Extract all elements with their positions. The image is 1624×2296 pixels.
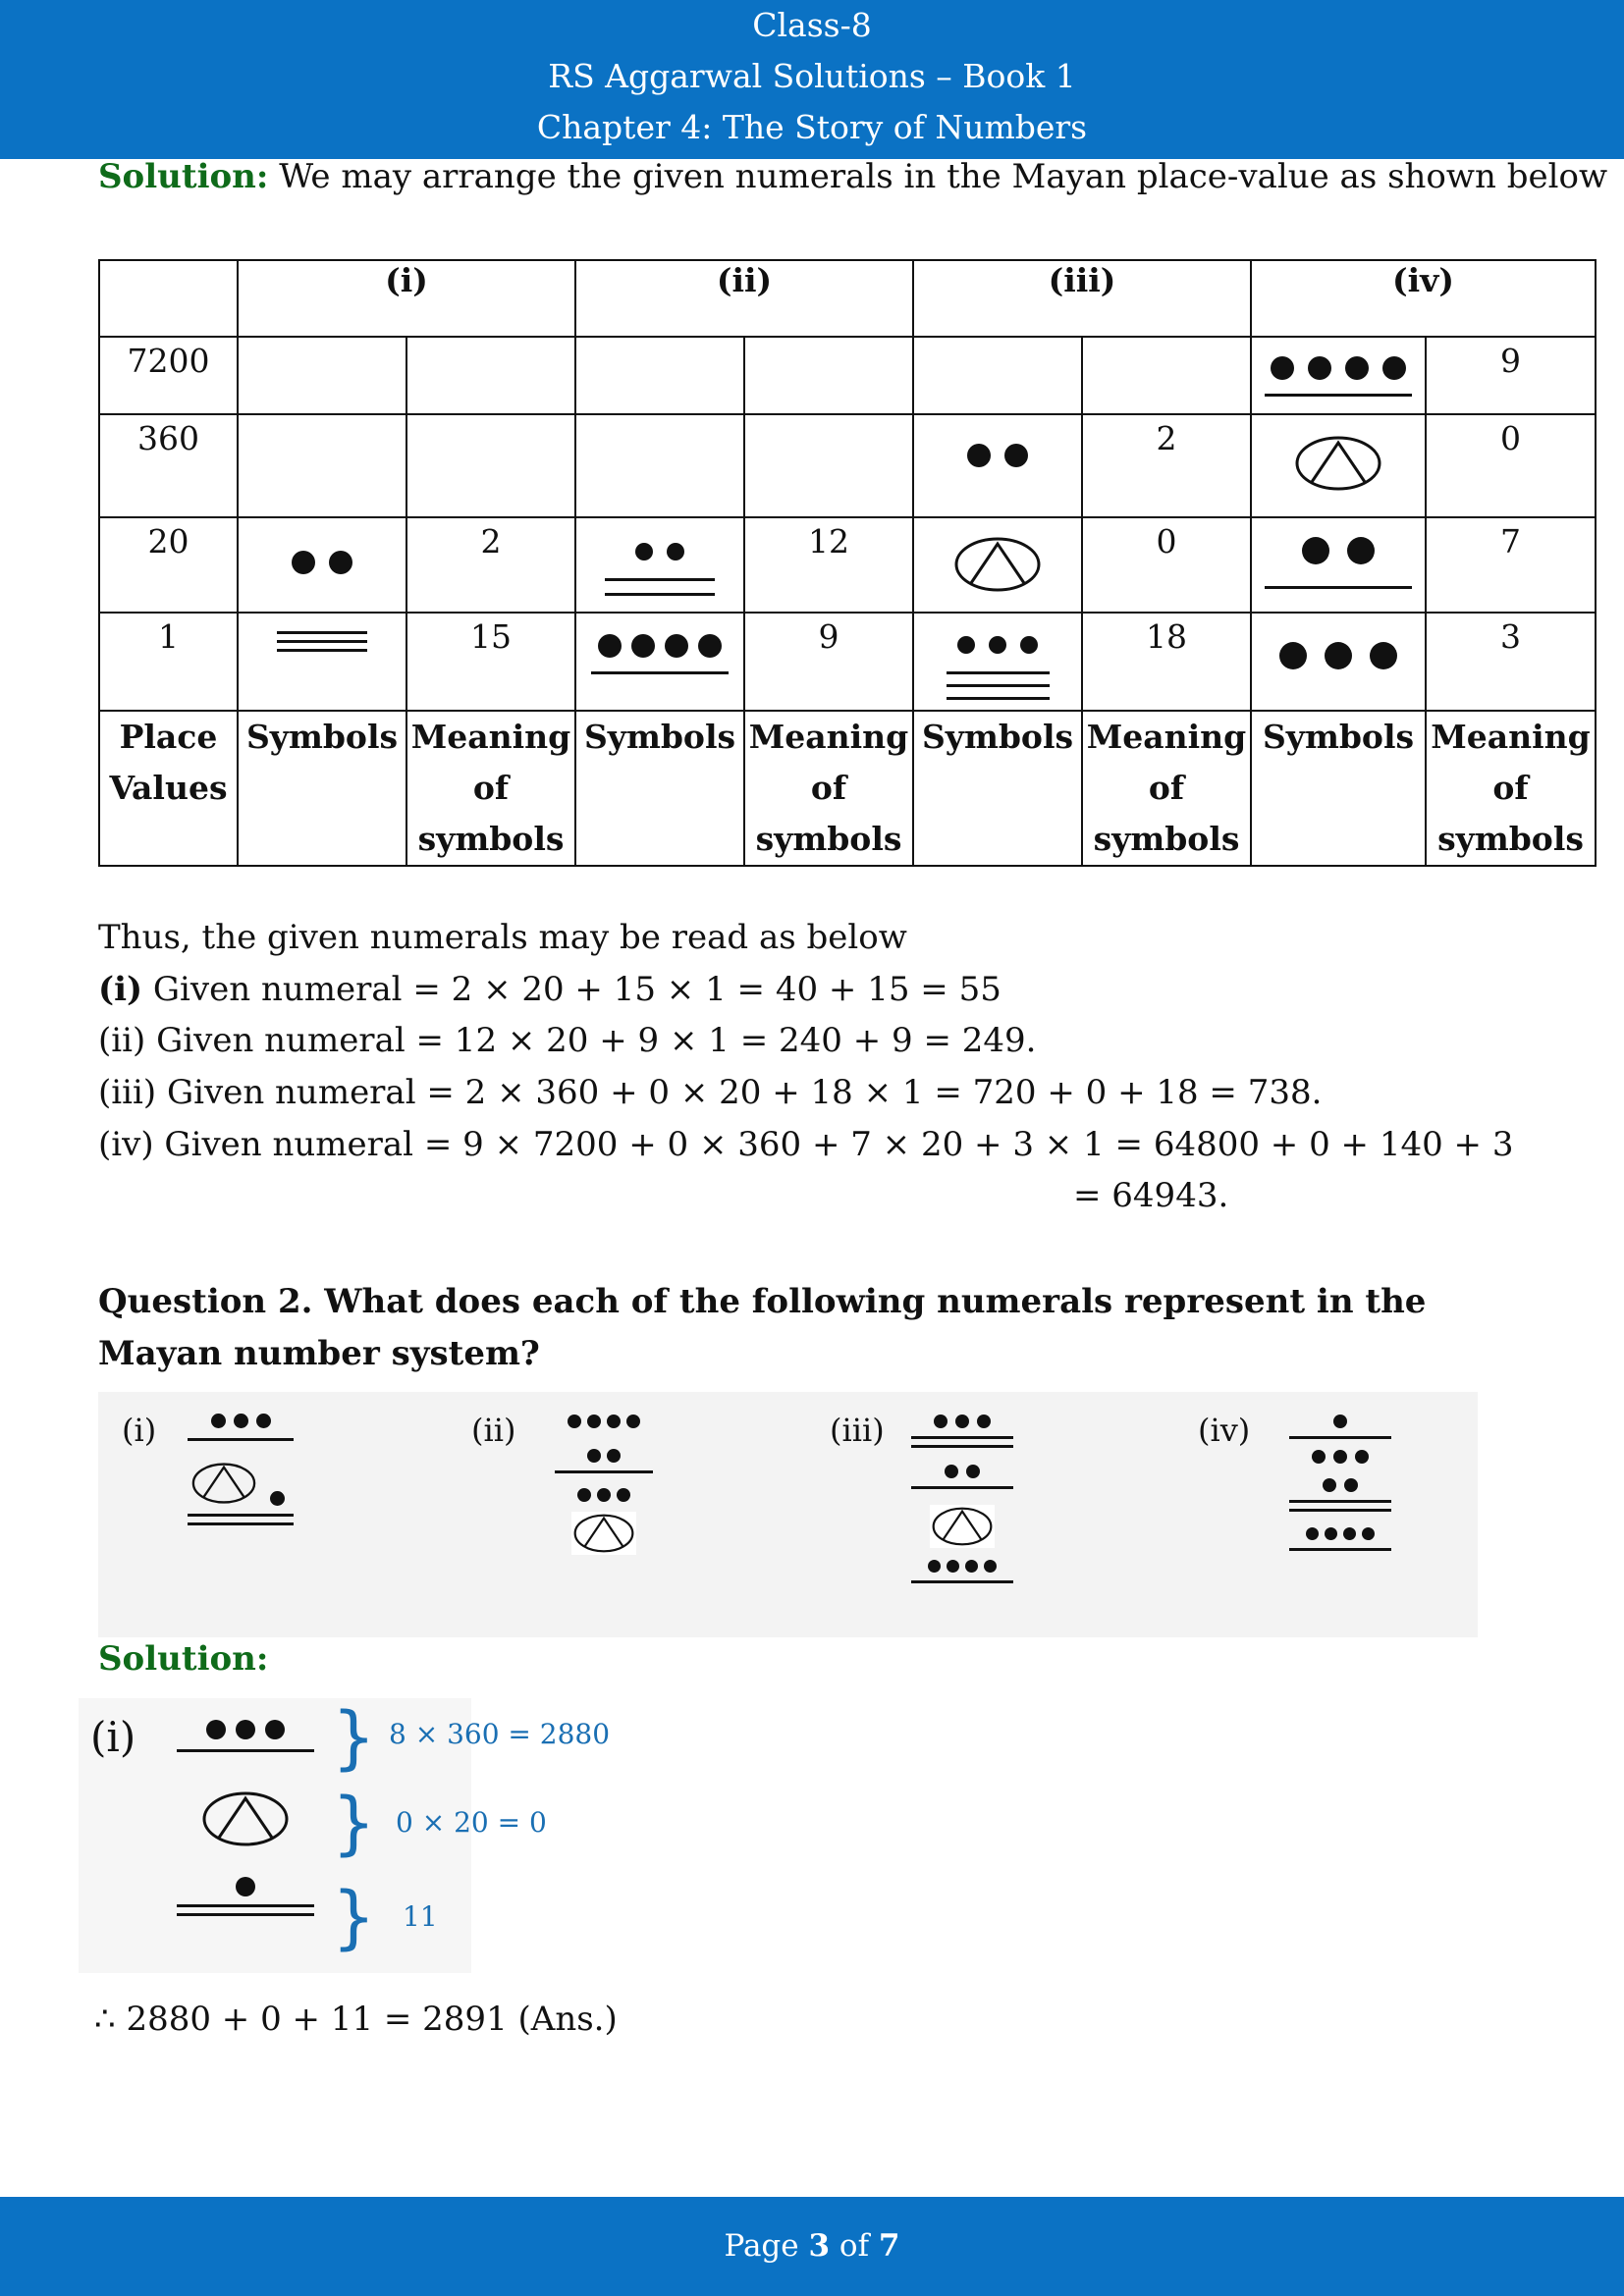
symbol-cell: [575, 337, 744, 414]
mayan-two-dots-bar: [1252, 534, 1425, 589]
brace-icon: }: [332, 1697, 376, 1778]
mayan-three-dots: [1252, 639, 1425, 677]
table-row: [99, 517, 1596, 613]
symbol-cell: [913, 613, 1082, 711]
page-total: 7: [878, 2228, 900, 2264]
numeral-iv: [1286, 1414, 1394, 1557]
symbols-label: Symbols: [575, 711, 744, 866]
meaning-cell: 2: [1082, 414, 1251, 517]
reading-intro: Thus, the given numerals may be read as below: [98, 918, 907, 957]
solution-intro: [98, 157, 1607, 196]
meaning-cell: 12: [744, 517, 913, 613]
mayan-four-dots-bar: [576, 627, 743, 674]
reading-line-iv: (iv) Given numeral = 9 × 7200 + 0 × 360 + 7 × 20 + 3 × 1 = 64800 + 0 + 140 + 3: [98, 1125, 1514, 1164]
mayan-two-dots: [914, 437, 1081, 475]
symbol-cell: [913, 337, 1082, 414]
page-footer: [0, 2197, 1624, 2296]
mayan-four-dots-bar: [1252, 349, 1425, 397]
table-row: [99, 337, 1596, 414]
meaning-cell: 0: [1082, 517, 1251, 613]
reading-line-ii: (ii) Given numeral = 12 × 20 + 9 × 1 = 240 + 9 = 249.: [98, 1021, 1037, 1060]
corner-cell: [99, 260, 238, 337]
meaning-cell: 0: [1426, 414, 1596, 517]
symbol-cell: [913, 517, 1082, 613]
solution-label: Solution:: [98, 157, 269, 196]
solution-result: ∴ 2880 + 0 + 11 = 2891 (Ans.): [94, 2000, 618, 2039]
symbol-cell: [913, 414, 1082, 517]
brace-icon: }: [332, 1783, 376, 1863]
solution-step-1: 8 × 360 = 2880: [389, 1718, 611, 1750]
reading-line-i: [98, 970, 1001, 1009]
numeral-ii: [550, 1414, 658, 1559]
meaning-cell: 3: [1426, 613, 1596, 711]
page-prefix: Page: [724, 2228, 809, 2264]
table-label-row: [99, 711, 1596, 866]
mayan-shell-zero-icon: [1294, 435, 1382, 492]
meaning-label: Meaning of symbols: [744, 711, 913, 866]
symbol-cell: [1251, 613, 1426, 711]
reading-i-text: Given numeral = 2 × 20 + 15 × 1 = 40 + 15 = 55: [142, 970, 1001, 1009]
figure-label: (iii): [830, 1412, 885, 1449]
meaning-cell: 2: [406, 517, 575, 613]
group-header-row: [99, 260, 1596, 337]
symbol-cell: [575, 414, 744, 517]
chapter-title: Chapter 4: The Story of Numbers: [536, 108, 1088, 146]
meaning-label: Meaning of symbols: [1082, 711, 1251, 866]
symbol-cell: [238, 337, 406, 414]
meaning-cell: 7: [1426, 517, 1596, 613]
place-value-cell: 7200: [99, 337, 238, 414]
mayan-two-dots-two-bars: [576, 530, 743, 596]
place-values-label: Place Values: [99, 711, 238, 866]
meaning-label: Meaning of symbols: [1426, 711, 1596, 866]
solution-item-label: (i): [90, 1713, 136, 1761]
mayan-shell-zero-icon: [189, 1461, 258, 1506]
solution-text: We may arrange the given numerals in the Mayan place-value as shown below: [268, 157, 1608, 196]
page-middle: of: [830, 2228, 879, 2264]
table-row: [99, 613, 1596, 711]
symbol-cell: [238, 613, 406, 711]
symbols-label: Symbols: [1251, 711, 1426, 866]
solution-numeral-top: [177, 1720, 314, 1758]
meaning-cell: 9: [744, 613, 913, 711]
symbol-cell: [1251, 414, 1426, 517]
group-header: (ii): [575, 260, 913, 337]
table-row: [99, 414, 1596, 517]
mayan-three-dots-three-bars: [914, 623, 1081, 700]
mayan-shell-zero-icon: [930, 1505, 995, 1548]
symbol-cell: [1251, 337, 1426, 414]
figure-label: (i): [122, 1412, 157, 1449]
group-header: (i): [238, 260, 575, 337]
solution-step-3: 11: [403, 1900, 438, 1933]
symbol-cell: [575, 517, 744, 613]
symbol-cell: [1251, 517, 1426, 613]
meaning-cell: [744, 337, 913, 414]
symbols-label: Symbols: [238, 711, 406, 866]
group-header: (iii): [913, 260, 1251, 337]
symbol-cell: [238, 414, 406, 517]
place-value-cell: 360: [99, 414, 238, 517]
reading-i-label: (i): [98, 970, 143, 1009]
symbol-cell: [575, 613, 744, 711]
mayan-two-dots: [239, 544, 406, 582]
solution-numeral-bottom: [177, 1877, 314, 1922]
question-2: Question 2. What does each of the following numerals represent in the Mayan number system?: [98, 1282, 1427, 1373]
brace-icon: }: [332, 1877, 376, 1957]
page-header: [0, 0, 1624, 159]
symbols-label: Symbols: [913, 711, 1082, 866]
meaning-cell: 15: [406, 613, 575, 711]
mayan-shell-zero-icon: [571, 1512, 636, 1555]
solution-2-label: Solution:: [98, 1639, 269, 1679]
symbol-cell: [238, 517, 406, 613]
reading-line-iii: (iii) Given numeral = 2 × 360 + 0 × 20 + 18 × 1 = 720 + 0 + 18 = 738.: [98, 1073, 1323, 1112]
place-value-cell: 20: [99, 517, 238, 613]
group-header: (iv): [1251, 260, 1596, 337]
mayan-shell-zero-icon: [953, 536, 1042, 593]
page-current: 3: [808, 2228, 831, 2264]
reading-line-iv-result: = 64943.: [1073, 1176, 1229, 1215]
solution-step-2: 0 × 20 = 0: [396, 1806, 547, 1839]
mayan-shell-zero-icon: [201, 1790, 290, 1847]
question-figure: [98, 1392, 1478, 1637]
meaning-cell: [406, 337, 575, 414]
meaning-cell: 9: [1426, 337, 1596, 414]
figure-label: (iv): [1198, 1412, 1251, 1449]
figure-label: (ii): [471, 1412, 516, 1449]
place-value-cell: 1: [99, 613, 238, 711]
class-title: Class-8: [752, 6, 872, 44]
book-title: RS Aggarwal Solutions – Book 1: [548, 57, 1076, 95]
numeral-i: [187, 1414, 295, 1531]
numeral-iii: [908, 1414, 1016, 1589]
meaning-cell: 18: [1082, 613, 1251, 711]
meaning-cell: [406, 414, 575, 517]
mayan-place-value-table: [98, 259, 1597, 867]
meaning-label: Meaning of symbols: [406, 711, 575, 866]
meaning-cell: [1082, 337, 1251, 414]
mayan-three-bars: [239, 631, 406, 652]
meaning-cell: [744, 414, 913, 517]
